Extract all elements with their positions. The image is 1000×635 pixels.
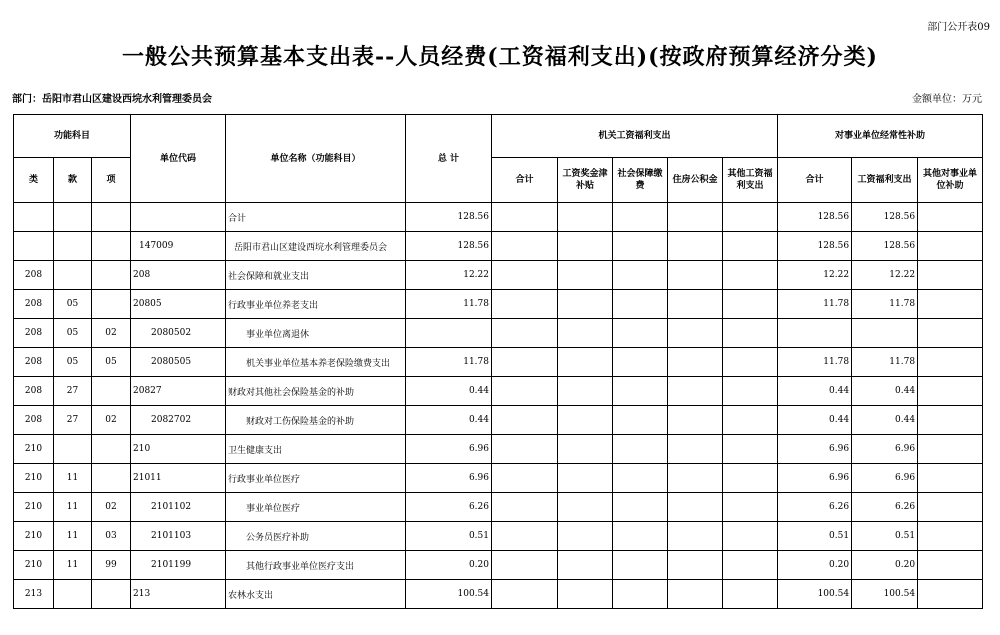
cell-shiye-total: 100.54	[778, 580, 852, 609]
cell-xiang	[92, 203, 131, 232]
cell-jiguan-social	[613, 348, 668, 377]
cell-shiye-total: 128.56	[778, 203, 852, 232]
cell-jiguan-other	[723, 551, 778, 580]
cell-total: 6.96	[406, 435, 492, 464]
cell-jiguan-other	[723, 406, 778, 435]
table-row	[14, 406, 983, 435]
cell-unit-code: 2080505	[131, 348, 226, 377]
cell-kuan: 05	[54, 348, 92, 377]
cell-total: 0.20	[406, 551, 492, 580]
cell-xiang: 02	[92, 406, 131, 435]
cell-total: 11.78	[406, 290, 492, 319]
cell-jiguan-social	[613, 464, 668, 493]
cell-jiguan-bonus	[558, 348, 613, 377]
table-row	[14, 464, 983, 493]
cell-unit-name: 其他行政事业单位医疗支出	[226, 551, 406, 580]
header-shiye-other: 其他对事业单位补助	[918, 158, 983, 203]
cell-jiguan-social	[613, 580, 668, 609]
cell-shiye-total: 11.78	[778, 290, 852, 319]
cell-xiang: 02	[92, 319, 131, 348]
cell-xiang	[92, 261, 131, 290]
cell-jiguan-bonus	[558, 377, 613, 406]
cell-unit-code: 208	[131, 261, 226, 290]
cell-shiye-wage: 11.78	[852, 348, 918, 377]
table-row	[14, 203, 983, 232]
cell-jiguan-bonus	[558, 203, 613, 232]
cell-total: 6.96	[406, 464, 492, 493]
cell-unit-name: 卫生健康支出	[226, 435, 406, 464]
cell-jiguan-total	[492, 464, 558, 493]
cell-jiguan-housing	[668, 522, 723, 551]
cell-lei: 210	[14, 551, 54, 580]
cell-lei: 208	[14, 348, 54, 377]
cell-shiye-total	[778, 319, 852, 348]
cell-total: 128.56	[406, 232, 492, 261]
cell-jiguan-other	[723, 232, 778, 261]
cell-jiguan-total	[492, 261, 558, 290]
cell-xiang: 05	[92, 348, 131, 377]
cell-lei: 208	[14, 406, 54, 435]
cell-total: 6.26	[406, 493, 492, 522]
cell-xiang: 03	[92, 522, 131, 551]
cell-jiguan-bonus	[558, 232, 613, 261]
header-kuan: 款	[54, 158, 92, 203]
cell-jiguan-other	[723, 348, 778, 377]
cell-shiye-wage: 11.78	[852, 290, 918, 319]
cell-jiguan-other	[723, 522, 778, 551]
cell-jiguan-social	[613, 493, 668, 522]
cell-shiye-total: 0.44	[778, 377, 852, 406]
cell-unit-name: 机关事业单位基本养老保险缴费支出	[226, 348, 406, 377]
header-unit-name: 单位名称（功能科目）	[226, 115, 406, 203]
cell-jiguan-total	[492, 319, 558, 348]
cell-total: 11.78	[406, 348, 492, 377]
cell-xiang	[92, 232, 131, 261]
cell-kuan	[54, 435, 92, 464]
cell-xiang	[92, 464, 131, 493]
cell-jiguan-social	[613, 406, 668, 435]
header-lei: 类	[14, 158, 54, 203]
cell-total	[406, 319, 492, 348]
table-row	[14, 493, 983, 522]
header-jiguan-total: 合计	[492, 158, 558, 203]
cell-jiguan-bonus	[558, 522, 613, 551]
cell-kuan: 27	[54, 377, 92, 406]
cell-shiye-wage: 6.26	[852, 493, 918, 522]
cell-jiguan-other	[723, 435, 778, 464]
cell-shiye-other	[918, 551, 983, 580]
cell-kuan: 27	[54, 406, 92, 435]
cell-shiye-wage: 128.56	[852, 232, 918, 261]
cell-kuan	[54, 232, 92, 261]
cell-lei: 210	[14, 522, 54, 551]
cell-jiguan-other	[723, 580, 778, 609]
cell-lei	[14, 203, 54, 232]
cell-shiye-other	[918, 348, 983, 377]
cell-shiye-other	[918, 464, 983, 493]
table-row	[14, 551, 983, 580]
cell-lei: 208	[14, 319, 54, 348]
unit-label: 金额单位：万元	[912, 94, 982, 105]
cell-unit-code: 2101199	[131, 551, 226, 580]
cell-kuan	[54, 580, 92, 609]
cell-lei: 210	[14, 464, 54, 493]
cell-jiguan-housing	[668, 435, 723, 464]
cell-shiye-total: 6.26	[778, 493, 852, 522]
cell-jiguan-housing	[668, 232, 723, 261]
cell-unit-code: 2082702	[131, 406, 226, 435]
header-func-subject: 功能科目	[14, 115, 131, 158]
header-jiguan: 机关工资福利支出	[492, 115, 778, 158]
cell-kuan	[54, 261, 92, 290]
cell-unit-code: 20805	[131, 290, 226, 319]
cell-jiguan-housing	[668, 580, 723, 609]
cell-shiye-total: 12.22	[778, 261, 852, 290]
cell-jiguan-total	[492, 203, 558, 232]
table-row	[14, 435, 983, 464]
cell-kuan: 05	[54, 319, 92, 348]
cell-shiye-wage: 0.44	[852, 406, 918, 435]
cell-jiguan-social	[613, 377, 668, 406]
cell-kuan: 05	[54, 290, 92, 319]
cell-shiye-wage	[852, 319, 918, 348]
cell-xiang	[92, 580, 131, 609]
cell-total: 0.44	[406, 406, 492, 435]
cell-shiye-total: 0.44	[778, 406, 852, 435]
cell-jiguan-total	[492, 348, 558, 377]
cell-jiguan-housing	[668, 551, 723, 580]
cell-kuan: 11	[54, 551, 92, 580]
cell-shiye-other	[918, 406, 983, 435]
cell-unit-name: 财政对其他社会保险基金的补助	[226, 377, 406, 406]
cell-xiang: 99	[92, 551, 131, 580]
cell-shiye-wage: 6.96	[852, 464, 918, 493]
cell-jiguan-housing	[668, 290, 723, 319]
cell-jiguan-social	[613, 435, 668, 464]
cell-jiguan-housing	[668, 406, 723, 435]
cell-shiye-other	[918, 319, 983, 348]
cell-total: 128.56	[406, 203, 492, 232]
cell-unit-code: 2101102	[131, 493, 226, 522]
cell-shiye-other	[918, 261, 983, 290]
header-jiguan-housing: 住房公积金	[668, 158, 723, 203]
cell-xiang	[92, 290, 131, 319]
header-unit-code: 单位代码	[131, 115, 226, 203]
cell-unit-name: 合计	[226, 203, 406, 232]
cell-total: 12.22	[406, 261, 492, 290]
cell-jiguan-social	[613, 319, 668, 348]
cell-shiye-total: 6.96	[778, 435, 852, 464]
cell-kuan: 11	[54, 493, 92, 522]
table-row	[14, 580, 983, 609]
cell-jiguan-total	[492, 232, 558, 261]
cell-jiguan-bonus	[558, 406, 613, 435]
table-row	[14, 319, 983, 348]
cell-jiguan-housing	[668, 319, 723, 348]
cell-jiguan-housing	[668, 203, 723, 232]
cell-shiye-other	[918, 522, 983, 551]
header-jiguan-other: 其他工资福利支出	[723, 158, 778, 203]
cell-unit-code: 213	[131, 580, 226, 609]
cell-lei: 208	[14, 261, 54, 290]
cell-unit-name: 行政事业单位养老支出	[226, 290, 406, 319]
cell-lei	[14, 232, 54, 261]
cell-jiguan-social	[613, 290, 668, 319]
header-total: 总 计	[406, 115, 492, 203]
header-shiye-total: 合计	[778, 158, 852, 203]
cell-shiye-wage: 128.56	[852, 203, 918, 232]
cell-lei: 208	[14, 377, 54, 406]
table-row	[14, 522, 983, 551]
cell-xiang	[92, 377, 131, 406]
cell-unit-name: 岳阳市君山区建设西垸水利管理委员会	[226, 232, 406, 261]
header-xiang: 项	[92, 158, 131, 203]
cell-shiye-total: 11.78	[778, 348, 852, 377]
cell-jiguan-bonus	[558, 290, 613, 319]
cell-unit-code: 21011	[131, 464, 226, 493]
cell-jiguan-total	[492, 406, 558, 435]
department-label: 部门：岳阳市君山区建设西垸水利管理委员会	[12, 94, 212, 105]
cell-jiguan-housing	[668, 464, 723, 493]
cell-shiye-other	[918, 377, 983, 406]
cell-jiguan-housing	[668, 493, 723, 522]
cell-shiye-wage: 0.44	[852, 377, 918, 406]
cell-jiguan-total	[492, 551, 558, 580]
table-number: 部门公开表09	[927, 22, 990, 33]
cell-xiang	[92, 435, 131, 464]
cell-shiye-wage: 0.51	[852, 522, 918, 551]
cell-unit-code	[131, 203, 226, 232]
cell-jiguan-other	[723, 290, 778, 319]
cell-jiguan-total	[492, 522, 558, 551]
cell-shiye-total: 128.56	[778, 232, 852, 261]
table-row	[14, 261, 983, 290]
cell-shiye-wage: 0.20	[852, 551, 918, 580]
cell-shiye-other	[918, 435, 983, 464]
cell-jiguan-social	[613, 203, 668, 232]
cell-total: 100.54	[406, 580, 492, 609]
cell-kuan: 11	[54, 464, 92, 493]
cell-kuan	[54, 203, 92, 232]
cell-kuan: 11	[54, 522, 92, 551]
table-row	[14, 348, 983, 377]
cell-jiguan-total	[492, 493, 558, 522]
cell-jiguan-bonus	[558, 464, 613, 493]
cell-jiguan-social	[613, 551, 668, 580]
cell-jiguan-bonus	[558, 261, 613, 290]
cell-jiguan-housing	[668, 348, 723, 377]
cell-jiguan-other	[723, 203, 778, 232]
cell-jiguan-bonus	[558, 319, 613, 348]
cell-unit-code: 2101103	[131, 522, 226, 551]
cell-shiye-total: 6.96	[778, 464, 852, 493]
cell-unit-name: 事业单位医疗	[226, 493, 406, 522]
cell-jiguan-total	[492, 580, 558, 609]
cell-shiye-wage: 100.54	[852, 580, 918, 609]
cell-unit-name: 农林水支出	[226, 580, 406, 609]
cell-lei: 210	[14, 493, 54, 522]
cell-jiguan-social	[613, 261, 668, 290]
cell-jiguan-bonus	[558, 493, 613, 522]
cell-jiguan-other	[723, 261, 778, 290]
cell-shiye-other	[918, 232, 983, 261]
header-shiye-wage: 工资福利支出	[852, 158, 918, 203]
cell-jiguan-other	[723, 464, 778, 493]
cell-jiguan-total	[492, 290, 558, 319]
cell-unit-name: 财政对工伤保险基金的补助	[226, 406, 406, 435]
cell-shiye-total: 0.51	[778, 522, 852, 551]
cell-jiguan-total	[492, 377, 558, 406]
cell-unit-name: 社会保障和就业支出	[226, 261, 406, 290]
cell-jiguan-social	[613, 232, 668, 261]
cell-shiye-other	[918, 203, 983, 232]
cell-jiguan-bonus	[558, 551, 613, 580]
cell-jiguan-social	[613, 522, 668, 551]
page-title: 一般公共预算基本支出表--人员经费(工资福利支出)(按政府预算经济分类)	[122, 44, 878, 70]
cell-unit-name: 行政事业单位医疗	[226, 464, 406, 493]
cell-unit-name: 事业单位离退休	[226, 319, 406, 348]
cell-lei: 210	[14, 435, 54, 464]
cell-shiye-total: 0.20	[778, 551, 852, 580]
cell-shiye-other	[918, 493, 983, 522]
header-jiguan-social: 社会保障缴费	[613, 158, 668, 203]
cell-xiang: 02	[92, 493, 131, 522]
cell-shiye-wage: 6.96	[852, 435, 918, 464]
cell-unit-code: 210	[131, 435, 226, 464]
cell-jiguan-other	[723, 319, 778, 348]
cell-shiye-wage: 12.22	[852, 261, 918, 290]
table-row	[14, 377, 983, 406]
cell-jiguan-total	[492, 435, 558, 464]
cell-unit-code: 147009	[131, 232, 226, 261]
cell-total: 0.44	[406, 377, 492, 406]
table-row	[14, 290, 983, 319]
budget-table	[13, 114, 983, 609]
cell-lei: 208	[14, 290, 54, 319]
cell-shiye-other	[918, 580, 983, 609]
header-jiguan-bonus: 工资奖金津补贴	[558, 158, 613, 203]
cell-jiguan-housing	[668, 377, 723, 406]
cell-shiye-other	[918, 290, 983, 319]
cell-jiguan-bonus	[558, 435, 613, 464]
cell-unit-code: 20827	[131, 377, 226, 406]
cell-jiguan-other	[723, 493, 778, 522]
cell-jiguan-bonus	[558, 580, 613, 609]
cell-unit-name: 公务员医疗补助	[226, 522, 406, 551]
cell-unit-code: 2080502	[131, 319, 226, 348]
cell-total: 0.51	[406, 522, 492, 551]
cell-lei: 213	[14, 580, 54, 609]
header-shiye: 对事业单位经常性补助	[778, 115, 983, 158]
cell-jiguan-other	[723, 377, 778, 406]
cell-jiguan-housing	[668, 261, 723, 290]
table-row	[14, 232, 983, 261]
